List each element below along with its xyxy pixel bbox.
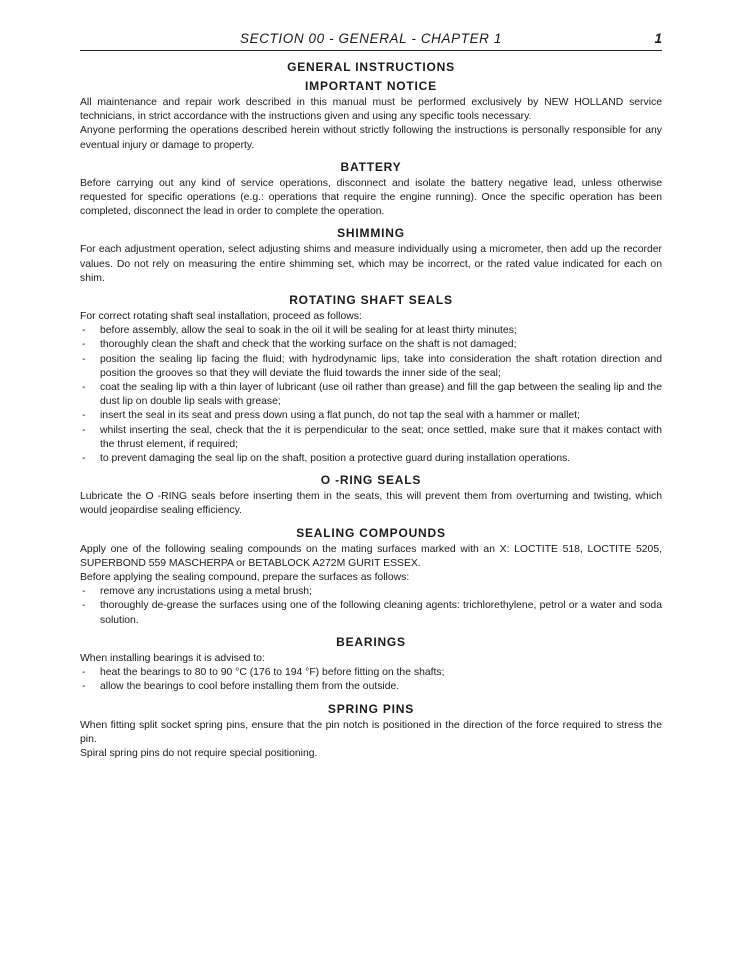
list-item: - before assembly, allow the seal to soak in the oil it will be sealing for at least thirty minutes; <box>82 325 517 337</box>
shaft-seal-list <box>80 324 662 466</box>
heading-important-notice: IMPORTANT NOTICE <box>305 79 437 93</box>
heading-bearings: BEARINGS <box>336 634 406 649</box>
paragraph: All maintenance and repair work described in this manual must be performed exclusively by NEW HOLLAND service technicians, in strict accordance with the instructions given and using any specific tools necessary. <box>80 97 662 123</box>
paragraph: When installing bearings it is advised to: <box>80 652 265 664</box>
running-header <box>80 30 662 51</box>
list-item: - coat the sealing lip with a thin layer of lubricant (use oil rather than grease) and fill the gap between the sealing lip and the dust lip on double lip seals with grease; <box>82 382 662 408</box>
paragraph: When fitting split socket spring pins, ensure that the pin notch is positioned in the direction of the force required to stress the pin. <box>80 719 662 745</box>
page-number: 1 <box>654 31 662 46</box>
paragraph: Lubricate the O -RING seals before inserting them in the seats, this will prevent them from overturning and twisting, which would jeopardise sealing efficiency. <box>80 491 662 517</box>
paragraph: Spiral spring pins do not require special positioning. <box>80 747 318 759</box>
paragraph: Anyone performing the operations described herein without strictly following the instructions is personally responsible for any eventual injury or damage to property. <box>80 125 662 151</box>
list-item: - thoroughly clean the shaft and check that the working surface on the shaft is not damaged; <box>82 339 517 351</box>
list-item: - whilst inserting the seal, check that the it is perpendicular to the seat; once settled, make sure that it makes contact with the thrust element, if required; <box>82 424 662 450</box>
section-title: SECTION 00 - GENERAL - CHAPTER 1 <box>239 31 502 46</box>
paragraph: For each adjustment operation, select adjusting shims and measure individually using a micrometer, then add up the recorder values. Do not rely on measuring the entire shimming set, which may be incorrect, or the rated value indicated for each on shim. <box>80 244 662 284</box>
compound-prep-list <box>80 585 662 628</box>
list-item: - heat the bearings to 80 to 90 °C (176 to 194 °F) before fitting on the shafts; <box>82 667 445 679</box>
paragraph: For correct rotating shaft seal installation, proceed as follows: <box>80 311 362 323</box>
paragraph: Apply one of the following sealing compounds on the mating surfaces marked with an X: LOCTITE 518, LOCTITE 5205, SUPERBOND 559 MASCHERPA or BETABLOCK A272M GURIT ESSEX. <box>80 543 662 569</box>
main-title: GENERAL INSTRUCTIONS <box>287 60 455 74</box>
bearings-list <box>80 666 662 694</box>
paragraph: Before carrying out any kind of service operations, disconnect and isolate the battery negative lead, unless otherwise requested for specific operations (e.g.: operations that require the engine running). Once the specific operation has been completed, disconnect the lead in order to complete the operation. <box>80 177 662 218</box>
document-page <box>80 30 662 761</box>
list-item: - insert the seal in its seat and press down using a flat punch, do not tap the seal with a hammer or mallet; <box>82 410 580 422</box>
list-item: - remove any incrustations using a metal brush; <box>82 586 312 598</box>
list-item: - position the sealing lip facing the fluid; with hydrodynamic lips, take into consideration the shaft rotation direction and position the grooves so that they will deviate the fluid towards the inner side of the seal; <box>82 353 662 379</box>
heading-o-ring-seals: O -RING SEALS <box>320 473 422 488</box>
heading-rotating-shaft-seals: ROTATING SHAFT SEALS <box>289 293 453 308</box>
heading-spring-pins: SPRING PINS <box>327 701 415 716</box>
heading-battery: BATTERY <box>340 159 402 174</box>
heading-shimming: SHIMMING <box>337 226 405 241</box>
paragraph: Before applying the sealing compound, prepare the surfaces as follows: <box>80 572 410 584</box>
heading-sealing-compounds: SEALING COMPOUNDS <box>296 525 446 540</box>
list-item: - to prevent damaging the seal lip on the shaft, position a protective guard during installation operations. <box>82 453 571 465</box>
list-item: - thoroughly de-grease the surfaces using one of the following cleaning agents: trichlorethylene, petrol or a water and soda solution. <box>82 600 662 626</box>
list-item: - allow the bearings to cool before installing them from the outside. <box>82 681 400 693</box>
